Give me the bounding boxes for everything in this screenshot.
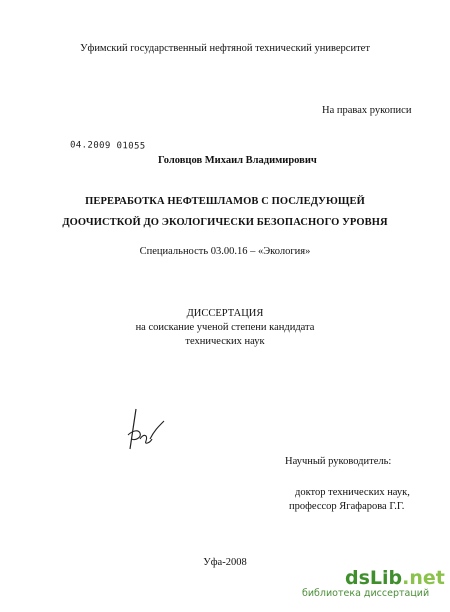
catalog-number: 04.2009 01055 [69, 140, 146, 152]
dissertation-subtitle-2: технических наук [185, 336, 265, 347]
title-line-2: ДООЧИСТКОЙ ДО ЭКОЛОГИЧЕСКИ БЕЗОПАСНОГО УРОВНЯ [62, 217, 388, 228]
watermark-logo-main: dsLib [345, 567, 403, 589]
specialty: Специальность 03.00.16 – «Экология» [139, 246, 311, 257]
rights-notice: На правах рукописи [322, 105, 412, 116]
watermark-subtitle: библиотека диссертаций [302, 588, 430, 599]
watermark-logo-tld: .net [402, 567, 445, 589]
dissertation-subtitle-1: на соискание ученой степени кандидата [135, 322, 315, 333]
city-year: Уфа-2008 [203, 557, 247, 568]
watermark [300, 568, 448, 600]
handwritten-signature-icon [122, 405, 170, 453]
supervisor-name: профессор Ягафарова Г.Г. [289, 501, 405, 512]
university-name: Уфимский государственный нефтяной технический университет [80, 43, 370, 54]
title-line-1: ПЕРЕРАБОТКА НЕФТЕШЛАМОВ С ПОСЛЕДУЮЩЕЙ [85, 196, 365, 207]
dissertation-heading: ДИССЕРТАЦИЯ [186, 308, 264, 319]
author-name: Головцов Михаил Владимирович [158, 155, 317, 166]
supervisor-label: Научный руководитель: [285, 456, 392, 467]
watermark-logo [300, 568, 448, 588]
supervisor-degree: доктор технических наук, [295, 487, 410, 498]
